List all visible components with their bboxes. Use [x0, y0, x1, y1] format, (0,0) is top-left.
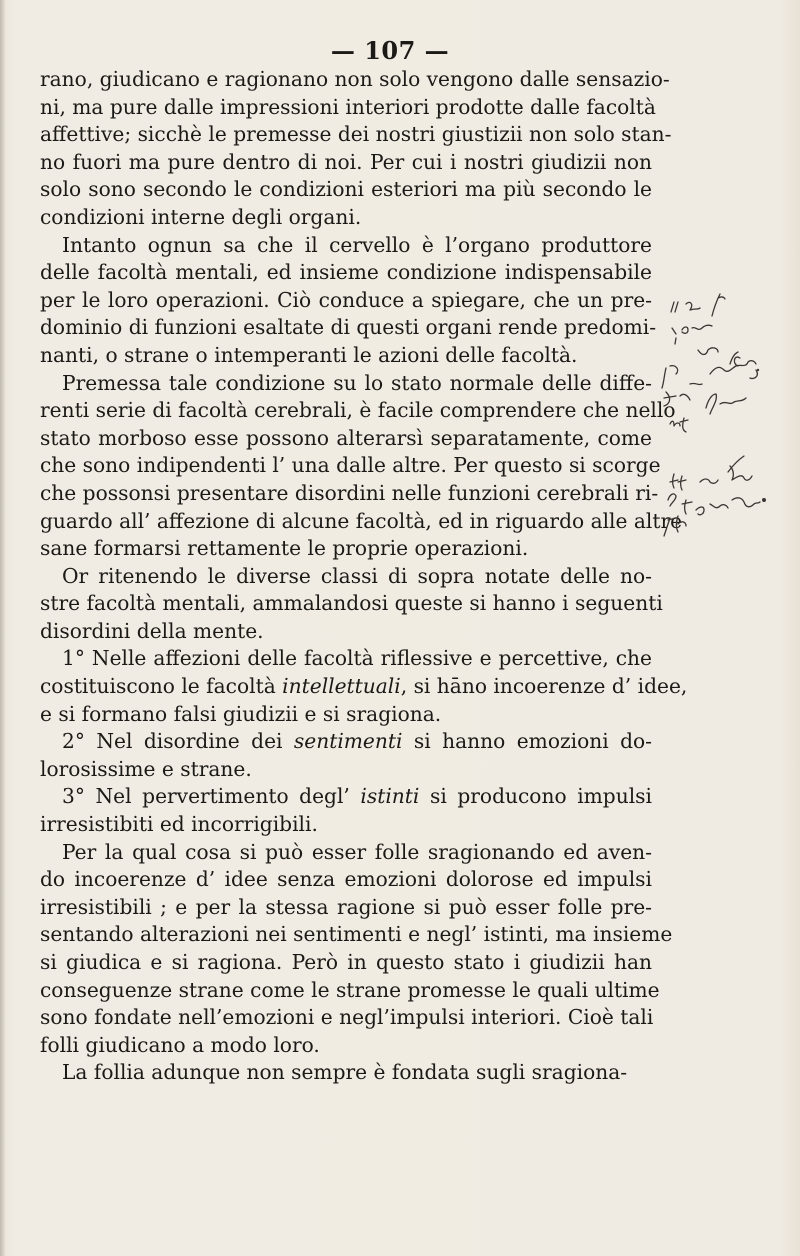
text-line: delle facoltà mentali, ed insieme condizione indispensabile [40, 260, 652, 285]
text-line: folli giudicano a modo loro. [40, 1032, 320, 1057]
text-line: sono fondate nell’emozioni e negl’impulsi interiori. Cioè tali [40, 1005, 654, 1030]
text-line: Or ritenendo le diverse classi di sopra notate delle no- [62, 563, 652, 588]
text-line [40, 728, 652, 756]
text-line [40, 645, 652, 673]
scribble-4 [675, 338, 676, 344]
text-line: conseguenze strane come le strane promesse le quali ultime [40, 977, 660, 1002]
text-line: irresistibiti ed incorrigibili. [40, 812, 318, 837]
scribble-10 [706, 394, 746, 414]
text-line: nanti, o strane o intemperanti le azioni delle facoltà. [40, 342, 578, 367]
text-line: no fuori ma pure dentro di noi. Per cui i nostri giudizii non [40, 149, 652, 174]
scribble-9 [664, 392, 690, 406]
text-line: solo sono secondo le condizioni esteriori ma più secondo le [40, 177, 652, 202]
text-line-segment: si producono impulsi [419, 784, 652, 809]
text-line: renti serie di facoltà cerebrali, è facile comprendere che nello [40, 398, 676, 423]
text-line: si giudica e si ragiona. Però in questo stato i giudizii han [40, 950, 652, 974]
scribble-15 [668, 494, 692, 514]
scribble-16 [696, 504, 728, 515]
text-line: lorosissime e strane. [40, 756, 252, 781]
text-line: Intanto ognun sa che il cervello è l’organo produttore [62, 232, 652, 257]
scribble-14 [728, 456, 752, 480]
handwritten-margin-notes [660, 286, 800, 646]
text-line: stato morboso esse possono alterarsì separatamente, come [40, 425, 652, 450]
scribble-18 [664, 516, 686, 536]
text-line: condizioni interne degli organi. [40, 204, 362, 229]
text-line: affettive; sicchè le premesse dei nostri giustizii non solo stan- [40, 122, 672, 147]
text-line: irresistibili ; e per la stessa ragione si può esser folle pre- [40, 894, 652, 919]
scribble-2 [671, 302, 700, 312]
text-line: dominio di funzioni esaltate di questi organi rende predomi- [40, 315, 657, 340]
body-text [40, 66, 688, 1087]
text-line-segment: 1° Nelle affezioni delle facoltà riflessive e percettive, che [62, 646, 652, 671]
text-line: stre facoltà mentali, ammalandosi queste si hanno i seguenti [40, 591, 663, 616]
handwriting-scribbles [660, 286, 800, 646]
text-line [40, 783, 652, 811]
scribble-17 [732, 498, 760, 507]
text-line-segment: 2° Nel disordine dei [62, 729, 294, 754]
text-line: Per la qual cosa si può esser folle sragionando ed aven- [62, 839, 652, 864]
text-line: che possonsi presentare disordini nelle funzioni cerebrali ri- [40, 480, 659, 505]
text-line-segment: costituiscono le facoltà [40, 674, 283, 699]
text-line: disordini della mente. [40, 618, 264, 643]
scribble-6 [662, 366, 678, 388]
text-line: e si formano falsi giudizii e si sragiona. [40, 701, 442, 726]
text-line: ni, ma pure dalle impressioni interiori prodotte dalle facoltà [40, 94, 656, 119]
scribble-8 [690, 370, 757, 385]
text-line: sane formarsi rettamente le proprie operazioni. [40, 536, 529, 561]
text-line: Premessa tale condizione su lo stato normale delle diffe- [62, 370, 652, 395]
text-line: rano, giudicano e ragionano non solo vengono dalle sensazio- [40, 67, 670, 91]
scribble-7 [710, 352, 756, 374]
text-line: guardo all’ affezione di alcune facoltà, ed in riguardo alle altre [40, 508, 683, 533]
scribble-13 [700, 479, 718, 483]
text-line: La follia adunque non sempre è fondata sugli sragiona- [62, 1060, 628, 1085]
text-line-segment: si hanno emozioni do- [402, 729, 653, 754]
page-number: — 107 — [330, 36, 450, 65]
italic-term: intellettuali [282, 674, 401, 699]
text-line: per le loro operazioni. Ciò conduce a spiegare, che un pre- [40, 287, 652, 312]
text-line-segment: 3° Nel pervertimento degl’ [62, 784, 361, 809]
text-line: che sono indipendenti l’ una dalle altre. Per questo si scorge [40, 453, 661, 478]
text-line-segment: , si hāno incoerenze d’ idee, [400, 674, 688, 699]
text-line: sentando alterazioni nei sentimenti e negl’ istinti, ma insieme [40, 922, 673, 947]
scribble-1 [712, 294, 725, 316]
scribble-11 [670, 418, 688, 432]
text-line: do incoerenze d’ idee senza emozioni dolorose ed impulsi [40, 867, 652, 892]
scribble-12 [670, 474, 686, 490]
page-edge-shadow [0, 0, 6, 1256]
text-line [40, 673, 688, 701]
italic-term: istinti [360, 784, 420, 809]
italic-term: sentimenti [293, 729, 403, 754]
scribble-3 [672, 325, 712, 334]
ink-dots [757, 369, 766, 502]
